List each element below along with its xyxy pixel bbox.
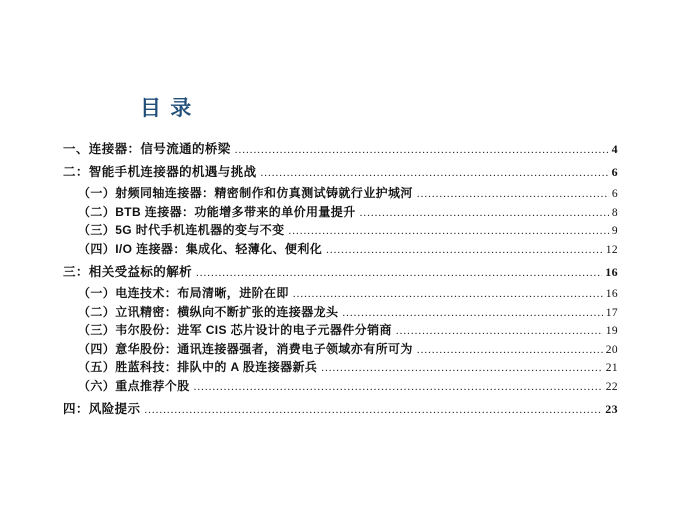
toc-entry[interactable] [63,341,618,360]
toc-entry[interactable] [63,222,618,241]
toc-dot-leader [417,186,609,204]
toc-page-number: 19 [605,325,618,337]
toc-entry-label: （二）BTB 连接器：功能增多带来的单价用量提升 [78,204,356,219]
toc-entry-label: 二：智能手机连接器的机遇与挑战 [63,165,257,179]
toc-page-number: 21 [605,362,618,374]
toc-dot-leader [235,141,609,159]
toc-dot-leader [360,205,609,223]
toc-dot-leader [293,286,603,304]
toc-page-number: 22 [605,380,618,393]
toc-page-number: 6 [611,165,618,179]
toc-entry-label: 三：相关受益标的解析 [63,265,193,279]
toc-page-number: 6 [611,188,618,200]
toc-entry-label: （一）电连技术：布局清晰，进阶在即 [78,286,289,300]
toc-entry-label: （三）5G 时代手机连机器的变与不变 [78,223,285,237]
toc-entry[interactable] [63,163,618,182]
toc-entry[interactable] [63,359,618,378]
toc-entry-label: （四）I/O 连接器：集成化、轻薄化、便利化 [78,241,323,256]
toc-entry[interactable] [63,185,618,204]
toc-dot-leader [326,242,603,260]
toc-entry-label: （一）射频同轴连接器：精密制作和仿真测试铸就行业护城河 [78,186,413,200]
toc-entry[interactable] [63,285,618,304]
toc-entry-label: 四：风险提示 [63,402,141,416]
toc-page-number: 8 [611,206,618,219]
toc-entry[interactable] [63,400,618,419]
toc-entry[interactable] [63,322,618,341]
toc-entry[interactable] [63,304,618,323]
toc-page-number: 12 [605,243,618,256]
toc-page-number: 4 [611,142,618,156]
toc-dot-leader [144,401,602,419]
toc-entry-label: （二）立讯精密：横纵向不断扩张的连接器龙头 [78,304,339,319]
toc-page-number: 9 [611,225,618,237]
toc-entry[interactable] [63,241,618,260]
toc-page-number: 16 [605,265,618,279]
toc-entry[interactable] [63,263,618,282]
toc-page-number: 23 [605,402,618,416]
toc-entry-label: （五）胜蓝科技：排队中的 A 股连接器新兵 [78,360,318,374]
toc-dot-leader [321,360,602,378]
toc-entry[interactable] [63,140,618,159]
toc-dot-leader [261,164,609,182]
toc-entry-label: 一、连接器：信号流通的桥梁 [63,142,231,156]
toc-dot-leader [396,323,603,341]
toc-page-number: 16 [605,288,618,300]
toc-entry-label: （四）意华股份：通讯连接器强者，消费电子领域亦有所可为 [78,341,413,356]
toc-entry-label: （六）重点推荐个股 [78,378,190,393]
toc-dot-leader [417,342,603,360]
toc-dot-leader [289,223,609,241]
toc-entry[interactable] [63,204,618,223]
toc-page-number: 17 [605,306,618,319]
toc-dot-leader [342,305,602,323]
toc-title: 目 录 [140,96,194,120]
toc-dot-leader [194,379,603,397]
toc-dot-leader [196,264,602,282]
toc-entry-label: （三）韦尔股份：进军 CIS 芯片设计的电子元器件分销商 [78,323,392,337]
toc-list [63,136,618,422]
toc-entry[interactable] [63,378,618,397]
toc-page-number: 20 [605,343,618,356]
